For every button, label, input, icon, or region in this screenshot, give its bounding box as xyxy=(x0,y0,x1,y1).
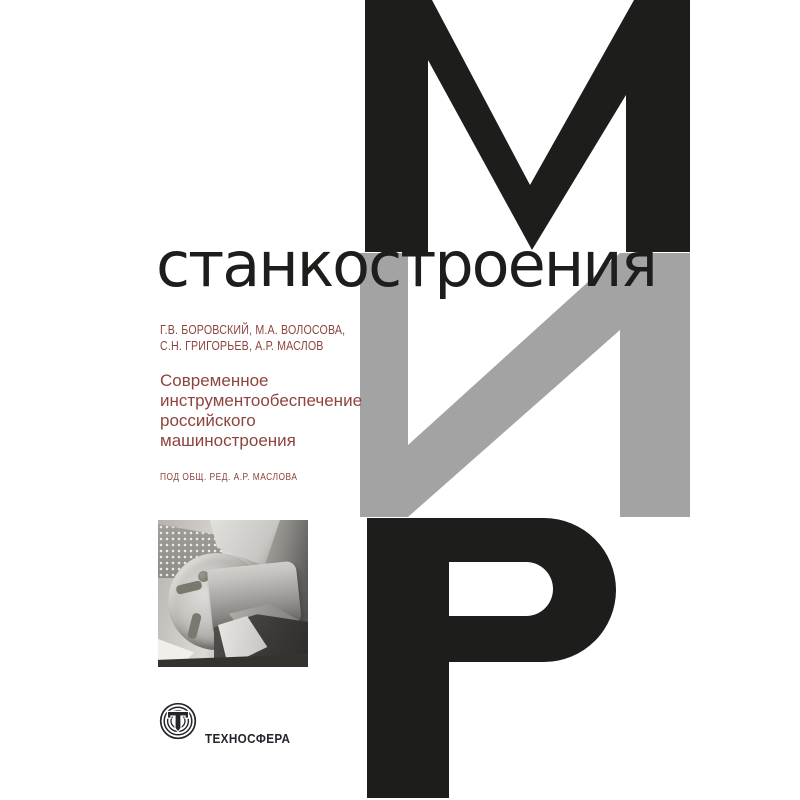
title-line-4: машиностроения xyxy=(160,431,296,450)
machine-photo xyxy=(158,520,308,667)
title-line-3: российского xyxy=(160,411,256,430)
photo-chuck-slot xyxy=(175,580,202,595)
publisher-name: ТЕХНОСФЕРА xyxy=(205,731,291,746)
photo-chuck-slot xyxy=(187,612,202,639)
title-line-2: инструментообеспечение xyxy=(160,391,363,410)
big-letter-r-counter-shape xyxy=(449,562,553,616)
book-title xyxy=(160,371,362,451)
authors-line-2: С.Н. ГРИГОРЬЕВ, А.Р. МАСЛОВ xyxy=(160,337,324,353)
series-word: станкостроения xyxy=(156,228,656,301)
title-line-1: Современное xyxy=(160,371,269,390)
editor-line: ПОД ОБЩ. РЕД. А.Р. МАСЛОВА xyxy=(160,472,298,483)
tehnosfera-logo-icon xyxy=(158,701,198,741)
authors-line-1: Г.В. БОРОВСКИЙ, М.А. ВОЛОСОВА, xyxy=(160,322,346,337)
authors-block xyxy=(160,322,345,353)
